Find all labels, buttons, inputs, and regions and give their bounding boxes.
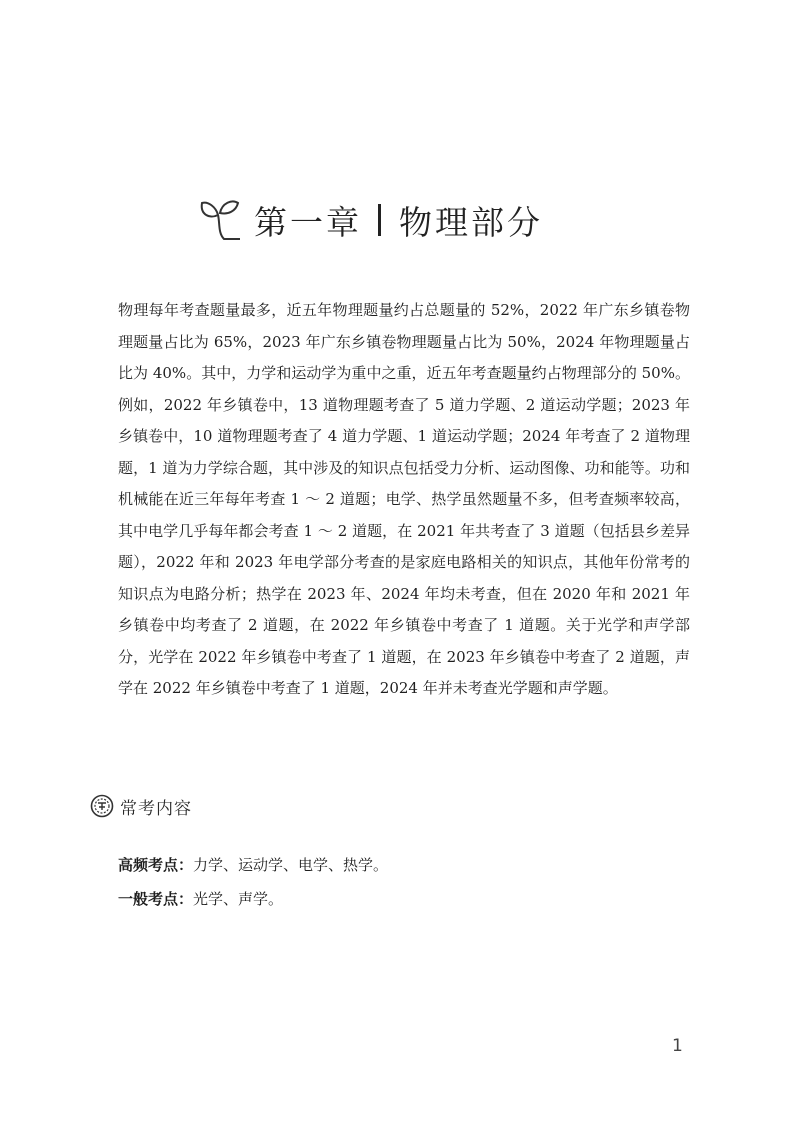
exam-point-row xyxy=(118,848,678,882)
exam-point-label: 一般考点： xyxy=(118,890,194,908)
chapter-number: 第一章 xyxy=(254,202,362,242)
section-heading-text: 常考内容 xyxy=(120,798,192,819)
exam-point-value: 力学、运动学、电学、热学。 xyxy=(193,856,389,874)
exam-point-row xyxy=(118,882,678,916)
exam-point-label: 高频考点： xyxy=(118,856,194,874)
intro-paragraph: 物理每年考查题量最多，近五年物理题量约占总题量的 52%，2022 年广东乡镇卷物理题量占比为 65%，2023 年广东乡镇卷物理题量占比为 50%，2024 年物理题量占比为 40%。其中，力学和运动学为重中之重，近五年考查题量约占物理部分的 50%。例如，2022 年乡镇卷中，13 道物理题考查了 5 道力学题、2 道运动学题；2023 年乡镇卷中，10 道物理题考查了 4 道力学题、1 道运动学题；2024 年考查了 2 道物理题，1 道为力学综合题，其中涉及的知识点包括受力分析、运动图像、功和能等。功和机械能在近三年每年考查 1 ～ 2 道题；电学、热学虽然题量不多，但考查频率较高，其中电学几乎每年都会考查 1 ～ 2 道题，在 2021 年共考查了 3 道题（包括县乡差异题），2022 年和 2023 年电学部分考查的是家庭电路相关的知识点，其他年份常考的知识点为电路分析；热学在 2023 年、2024 年均未考查，但在 2020 年和 2021 年乡镇卷中均考查了 2 道题，在 2022 年乡镇卷中考查了 1 道题。关于光学和声学部分，光学在 2022 年乡镇卷中考查了 1 道题，在 2023 年乡镇卷中考查了 2 道题，声学在 2022 年乡镇卷中考查了 1 道题，2024 年并未考查光学题和声学题。 xyxy=(118,301,690,697)
chapter-title: 物理部分 xyxy=(399,202,543,242)
page-number: 1 xyxy=(672,1036,683,1056)
chapter-divider xyxy=(378,204,381,236)
exam-point-value: 光学、声学。 xyxy=(193,890,284,908)
sprout-icon xyxy=(196,193,250,247)
badge-icon xyxy=(90,794,114,818)
exam-points-list xyxy=(118,848,678,916)
chapter-header xyxy=(196,190,616,250)
section-heading xyxy=(90,793,192,819)
